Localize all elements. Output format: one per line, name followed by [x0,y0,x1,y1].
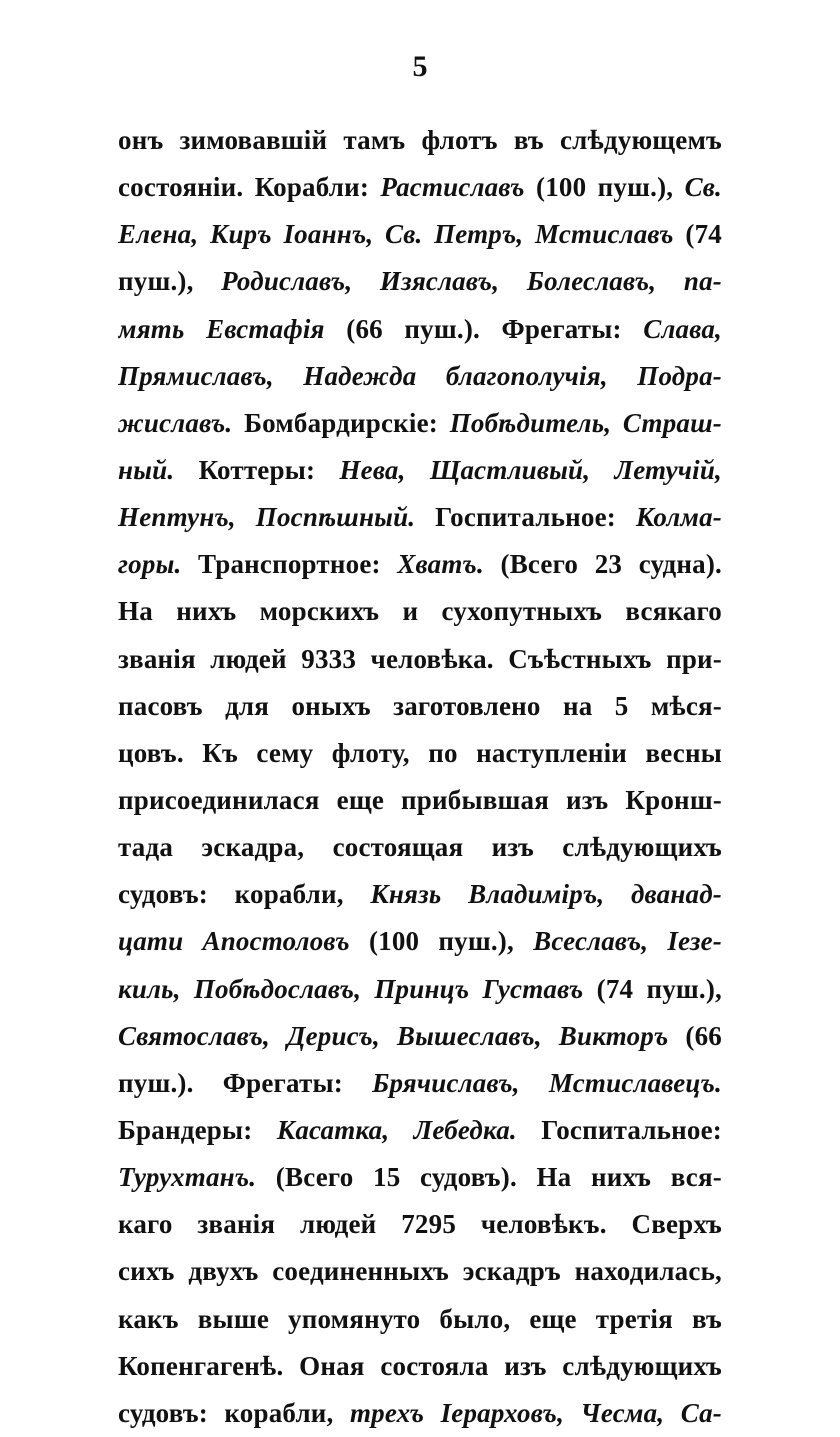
text-line [118,447,722,494]
text-run: тада эскадра, состоящая изъ слѣдующихъ [118,832,722,863]
text-run: (66 пуш.). Фрегаты: [324,313,644,344]
text-line [118,588,722,635]
italic-text: Турухтанъ. [118,1162,257,1193]
text-line [118,541,722,588]
text-run: (100 пуш.), [524,172,685,203]
italic-text: Нептунъ, Поспѣшный. [118,502,416,533]
italic-text: Растиславъ [380,172,525,203]
text-line [118,1343,722,1390]
text-run: (74 [673,219,722,250]
text-line [118,306,722,353]
italic-text: Всеславъ, Іезе- [533,926,722,957]
text-line [118,1201,722,1248]
text-line [118,683,722,730]
text-run: пасовъ для оныхъ заготовлено на 5 мѣся- [118,690,722,721]
italic-text: трехъ Іерарховъ, Чесма, Са- [349,1397,722,1428]
text-run: (66 [668,1020,722,1051]
text-line [118,400,722,447]
italic-text: Хватъ. [397,549,484,580]
italic-text: Побѣдитель, Страш- [449,407,722,438]
text-line [118,258,722,305]
text-line [118,777,722,824]
text-line [118,636,722,683]
italic-text: киль, Побѣдославъ, Принцъ Густавъ [118,973,584,1004]
text-run: каго званія людей 7295 человѣкъ. Сверхъ [118,1209,722,1240]
text-run: цовъ. Къ сему флоту, по наступленіи весны [118,737,722,768]
text-run: (74 пуш.), [583,973,722,1004]
text-line [118,1107,722,1154]
text-line [118,1060,722,1107]
text-run: присоединилася еще прибывшая изъ Кронш- [118,784,722,815]
italic-text: жиславъ. [118,407,233,438]
text-run: (Всего 23 судна). [483,549,722,580]
text-run: состояніи. Корабли: [118,172,381,203]
text-run: онъ зимовавшій тамъ флотъ въ слѣдующемъ [118,125,722,155]
text-run: судовъ: корабли, [118,1397,350,1428]
text-line [118,164,722,211]
text-run: званія людей 9333 человѣка. Съѣстныхъ при- [118,643,722,674]
page-number: 5 [412,50,428,83]
text-run: сихъ двухъ соединенныхъ эскадръ находилась, [118,1256,722,1287]
text-run: пуш.), [118,266,222,297]
italic-text: Прямиславъ, Надежда благополучія, Подра- [118,360,722,391]
italic-text: цати Апостоловъ [118,926,350,957]
text-run: На нихъ морскихъ и сухопутныхъ всякаго [118,596,722,627]
italic-text: мять Евстафія [118,313,325,344]
text-line [118,211,722,258]
text-run: Госпитальное: [516,1114,722,1145]
text-line [118,1296,722,1343]
text-run: судовъ: корабли, [118,879,371,910]
italic-text: Св. [684,172,722,203]
italic-text: Нева, Щастливый, Летучій, [339,454,722,485]
text-line [118,1248,722,1295]
text-line [118,494,722,541]
text-run: (Всего 15 судовъ). На нихъ вся- [256,1162,722,1193]
text-run: пуш.). Фрегаты: [118,1067,373,1098]
text-line [118,1390,722,1437]
text-line [118,918,722,965]
text-line [118,353,722,400]
text-run: (100 пуш.), [349,926,534,957]
text-line [118,966,722,1013]
text-run: Транспортное: [181,549,398,580]
text-line [118,824,722,871]
italic-text: Святославъ, Дерисъ, Вышеславъ, Викторъ [118,1020,669,1051]
text-run: Брандеры: [118,1114,277,1145]
body-text [118,117,722,1437]
italic-text: Касатка, Лебедка. [276,1114,517,1145]
text-line [118,730,722,777]
italic-text: ный. [118,454,175,485]
text-run: Копенгагенѣ. Оная состояла изъ слѣдующихъ [118,1350,722,1381]
text-run: Госпитальное: [415,502,636,533]
italic-text: Родиславъ, Изяславъ, Болеславъ, па- [221,266,722,297]
italic-text: горы. [118,549,182,580]
italic-text: Князь Владиміръ, дванад- [370,879,722,910]
italic-text: Елена, Киръ Іоаннъ, Св. Петръ, Мстиславъ [118,219,674,250]
text-run: какъ выше упомянуто было, еще третія въ [118,1303,722,1334]
italic-text: Слава, [643,313,722,344]
text-line [118,871,722,918]
italic-text: Брячиславъ, Мстиславецъ. [372,1067,722,1098]
text-run: Коттеры: [174,454,340,485]
text-line [118,117,722,164]
text-run: Бомбардирскіе: [232,407,450,438]
italic-text: Колма- [635,502,722,533]
text-line [118,1154,722,1201]
text-line [118,1013,722,1060]
